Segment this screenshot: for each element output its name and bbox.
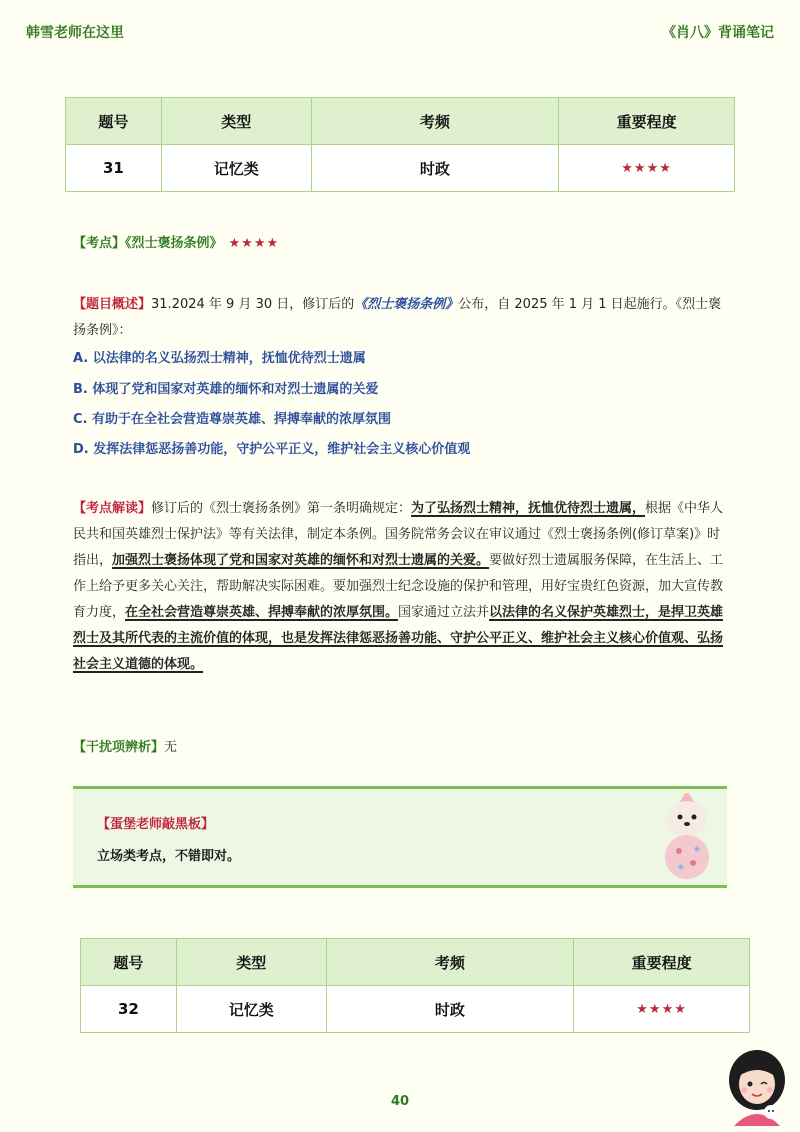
overview-paragraph [73,292,730,344]
analysis-highlight2: 加强烈士褒扬体现了党和国家对英雄的缅怀和对烈士遗属的关爱。 [112,553,490,568]
analysis-tag: 【考点解读】 [73,501,152,516]
header-frequency: 考频 [311,98,559,145]
header-question-number: 题号 [66,98,162,145]
option-b: B. 体现了党和国家对英雄的缅怀和对烈士遗属的关爱 [73,382,379,397]
option-d: D. 发挥法律惩恶扬善功能，守护公平正义，维护社会主义核心价值观 [73,442,471,457]
header-book-title: 《肖八》背诵笔记 [662,25,774,41]
distractor-text: 无 [164,740,178,755]
question-type: 记忆类 [161,145,311,192]
overview-tag: 【题目概述】 [73,297,152,312]
kaodian-tag: 【考点】 [73,236,126,251]
header-importance: 重要程度 [559,98,735,145]
option-c: C. 有助于在全社会营造尊崇英雄、捍搏奉献的浓厚氛围 [73,412,392,427]
header-frequency: 考频 [326,939,574,986]
question-type: 记忆类 [176,986,326,1033]
teacher-note-title: 【蛋堡老师敲黑板】 [97,817,215,832]
teacher-avatar-icon [722,1046,792,1126]
analysis-highlight3: 在全社会营造尊崇英雄、捍搏奉献的浓厚氛围。 [125,605,399,620]
header-type: 类型 [176,939,326,986]
analysis-highlight1: 为了弘扬烈士精神，抚恤优待烈士遗属， [411,501,646,516]
header-author: 韩雪老师在这里 [26,25,124,41]
header-importance: 重要程度 [574,939,750,986]
question-number: 32 [81,986,177,1033]
question-frequency: 时政 [311,145,559,192]
kaodian-stars: ★★★★ [228,236,280,251]
analysis-text4: 国家通过立法并 [398,605,490,620]
analysis-paragraph [73,496,731,678]
importance-stars: ★★★★ [559,145,735,192]
analysis-text2: 根据《中华人民共和国英雄烈士保护法》等有关法律，制定本条例。国务院常务会议在审议通过《烈士褒扬条例(修订草案)》时指出， [73,501,724,568]
dog-mascot-icon [655,793,719,881]
distractor-line [73,738,730,758]
kaodian-title: 《烈士褒扬条例》 [125,236,223,251]
header-question-number: 题号 [81,939,177,986]
option-a: A. 以法律的名义弘扬烈士精神，抚恤优待烈士遗属 [73,351,366,366]
question-info-table-2 [80,938,750,1033]
teacher-note-box [73,786,727,888]
header-type: 类型 [161,98,311,145]
overview-law: 《烈士褒扬条例》 [354,297,459,312]
question-info-table [65,97,735,192]
page-number: 40 [390,1094,410,1109]
distractor-tag: 【干扰项辨析】 [73,740,165,755]
analysis-text3: 要做好烈士遗属服务保障，在生活上、工作上给予更多关心关注，帮助解决实际困难。要加强烈士纪念设施的保护和管理，用好宝贵红色资源，加大宣传教育力度， [73,553,724,620]
teacher-note-text: 立场类考点，不错即对。 [97,849,241,864]
overview-text2: 公布，自 2025 年 1 月 1 日起施行。《烈士褒扬条例》： [73,297,722,338]
kaodian-line [73,234,730,254]
importance-stars: ★★★★ [574,986,750,1033]
overview-text1: 31.2024 年 9 月 30 日，修订后的 [151,297,355,312]
analysis-highlight4: 以法律的名义保护英雄烈士，是捍卫英雄烈士及其所代表的主流价值的体现，也是发挥法律惩恶扬善功能、守护公平正义、维护社会主义核心价值观、弘扬社会主义道德的体现。 [73,605,724,672]
analysis-text1: 修订后的《烈士褒扬条例》第一条明确规定： [151,501,412,516]
question-number: 31 [66,145,162,192]
question-frequency: 时政 [326,986,574,1033]
